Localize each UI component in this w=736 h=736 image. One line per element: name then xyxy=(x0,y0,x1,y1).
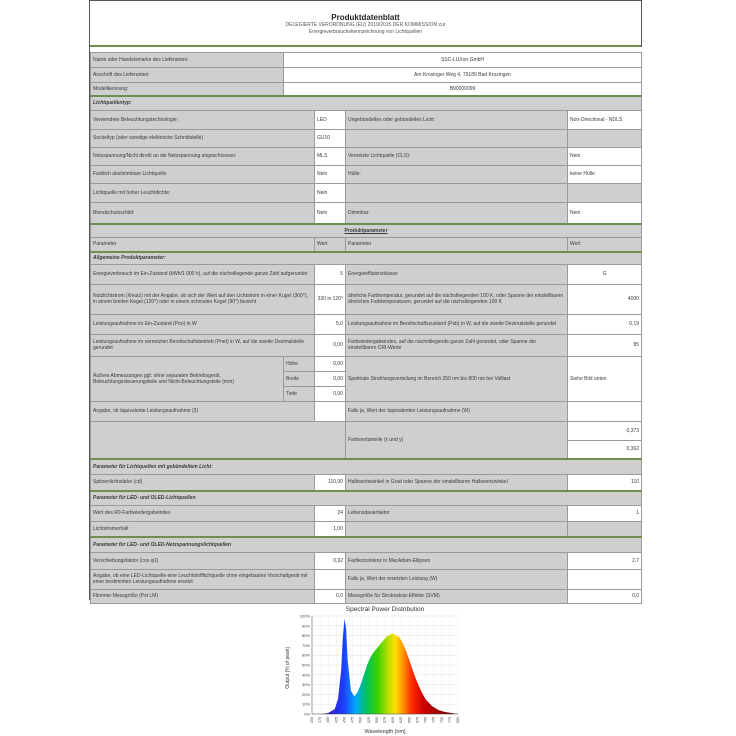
row-label xyxy=(346,129,568,147)
dimension-name: Breite xyxy=(284,371,315,386)
x-tick-label: 350 xyxy=(310,717,314,723)
page-title: Produktdatenblatt xyxy=(331,13,400,22)
y-axis-label: Output [% of peak] xyxy=(285,647,291,689)
row-value xyxy=(568,521,642,537)
row-value: Non-Directional - NDLS xyxy=(568,110,642,129)
x-tick-label: 450 xyxy=(342,717,347,723)
row-label: Halbwertswinkel in Grad oder Spanne der einstellbaren Halbwertswinkel xyxy=(346,474,568,491)
spd-label: Spektrale Strahlungsverteilung im Bereich 250 nm bis 800 nm bei Volllast xyxy=(346,356,568,401)
row-value: 0,92 xyxy=(315,552,346,569)
y-tick-label: 30% xyxy=(301,682,310,688)
row-value: 0,19 xyxy=(568,314,642,334)
supplier-label: Anschrift des Lieferanten: xyxy=(91,67,284,82)
param-header-row xyxy=(91,237,642,252)
row-label xyxy=(346,521,568,537)
x-tick-label: 500 xyxy=(358,717,363,723)
table-row xyxy=(91,129,642,147)
table-row xyxy=(91,314,642,334)
table-row xyxy=(91,334,642,356)
row-label: Falls ja, Wert der ersetzten Leistung (W) xyxy=(346,569,568,589)
supplier-value: SSC-LUXon GmbH xyxy=(284,52,642,67)
section-led-oled: Parameter für LED- und OLED-Lichtquellen xyxy=(91,491,642,505)
section-product-params: Produktparameter xyxy=(91,224,642,237)
row-label: Hülle: xyxy=(346,165,568,183)
product-data-sheet xyxy=(89,0,642,600)
row-value: keine Hülle xyxy=(568,165,642,183)
row-label: Angabe, ob äquivalente Leistungsaufnahme (3) xyxy=(91,401,315,421)
row-label: Farbwiedergabeindex, auf die nächstliegende ganze Zahl gerundet, oder Spanne der einstellbaren CRI-Werte xyxy=(346,334,568,356)
y-tick-label: 70% xyxy=(301,642,310,648)
row-value: 85 xyxy=(568,334,642,356)
y-tick-label: 90% xyxy=(301,623,310,629)
row-value: Nein xyxy=(315,165,346,183)
row-value: 1,00 xyxy=(315,521,346,537)
row-label: Dimmbar: xyxy=(346,202,568,224)
chroma-label: Farbwertanteile (x und y) xyxy=(346,421,568,459)
x-tick-label: 525 xyxy=(366,717,371,723)
row-value: LED xyxy=(315,110,346,129)
table-row xyxy=(91,110,642,129)
row-label: Falls ja, Wert der äquivalenten Leistungsaufnahme (W) xyxy=(346,401,568,421)
table-row xyxy=(91,202,642,224)
row-label: Vernetzte Lichtquelle (CLS): xyxy=(346,147,568,165)
row-value: G xyxy=(568,264,642,284)
row-value: MLS xyxy=(315,147,346,165)
row-value xyxy=(315,401,346,421)
x-tick-label: 675 xyxy=(415,717,420,723)
y-tick-label: 20% xyxy=(301,691,310,697)
row-label: Energieeffizienzklasse xyxy=(346,264,568,284)
y-tick-label: 80% xyxy=(301,633,310,639)
section-directional: Parameter für Lichtquellen mit gebündeltem Licht: xyxy=(91,459,642,474)
row-label: Sockeltyp (oder sonstige elektrische Schnittstelle) xyxy=(91,129,315,147)
regulation-subject: Energieverbrauchskennzeichnung von Lichtquellen xyxy=(308,29,423,35)
x-tick-label: 750 xyxy=(439,717,444,723)
x-tick-label: 475 xyxy=(350,717,355,723)
row-value: 0,0 xyxy=(568,589,642,603)
row-value: 5 xyxy=(315,264,346,284)
row-value: Nein xyxy=(315,183,346,202)
y-tick-label: 50% xyxy=(301,662,310,668)
row-label: Wert des R9-Farbwiedergabeindex xyxy=(91,505,315,521)
dimension-row xyxy=(91,356,642,371)
table-row xyxy=(91,264,642,284)
x-tick-label: 375 xyxy=(318,717,323,723)
supplier-row xyxy=(91,52,642,67)
row-value: GU10 xyxy=(315,129,346,147)
section-light-type: Lichtquellentyp: xyxy=(91,96,642,110)
column-header: Parameter xyxy=(346,237,568,252)
x-tick-label: 800 xyxy=(456,717,460,723)
row-label xyxy=(346,183,568,202)
table-row xyxy=(91,183,642,202)
y-tick-label: 60% xyxy=(301,652,310,658)
table-row xyxy=(91,284,642,314)
x-tick-label: 700 xyxy=(423,717,428,723)
y-tick-label: 40% xyxy=(301,672,310,678)
column-header: Wert xyxy=(568,237,642,252)
supplier-value: Am Krosinger Weg 4, 79189 Bad Krozingen xyxy=(284,67,642,82)
row-label: Leistungsaufnahme im vernetzten Bereitschaftsbetrieb (Pnet) in W, auf die zweite Dezimalstelle gerundet xyxy=(91,334,315,356)
row-label: Spitzenlichtstärke (cd) xyxy=(91,474,315,491)
section-mains: Parameter für LED- und OLED-Netzspannungslichtquellen xyxy=(91,537,642,552)
supplier-value: B90000099 xyxy=(284,82,642,96)
row-value xyxy=(568,401,642,421)
row-value: 110,00 xyxy=(315,474,346,491)
table-row xyxy=(91,505,642,521)
table-row xyxy=(91,521,642,537)
x-axis-label: Wavelength [nm] xyxy=(364,729,406,735)
row-label: Angabe, ob eine LED-Lichtquelle eine Leuchtstofflichtquelle ohne eingebautes Vorschaltgerät mit einer bestimmten Leistungsaufnahme ersetzt xyxy=(91,569,315,589)
x-tick-label: 650 xyxy=(407,717,412,723)
spectral-power-chart xyxy=(280,602,460,736)
y-tick-label: 0% xyxy=(304,711,310,717)
y-tick-label: 10% xyxy=(301,701,310,707)
row-label: Verschiebungsfaktor (cos φ1) xyxy=(91,552,315,569)
row-value: 110 xyxy=(568,474,642,491)
row-label: Nutzlichtstrom (Φnutz) mit der Angabe, ob sich der Wert auf den Lichtstrom in einer Kugel (360°), in einem breiten Kegel (120°) oder in einem schmalen Kegel (90°) bezieht xyxy=(91,284,315,314)
row-value: 5,0 xyxy=(315,314,346,334)
regulation-line: DELEGIERTE VERORDNUNG (EU) 2019/2015 DER KOMMISSION zur xyxy=(285,22,446,28)
row-value xyxy=(568,129,642,147)
row-label: Verwendete Beleuchtungstechnologie: xyxy=(91,110,315,129)
x-tick-label: 575 xyxy=(383,717,387,723)
row-label: Energieverbrauch im Ein-Zustand (kWh/1 000 h), auf die nächstliegende ganze Zahl aufgerundet xyxy=(91,264,315,284)
x-axis xyxy=(310,717,460,723)
dimensions-label: Äußere Abmessungen ggf. ohne separaten Betriebsgerät, Beleuchtungssteuerungsteile und Nicht-Beleuchtungsteile (mm) xyxy=(91,356,284,401)
spd-value: Siehe Bild unten xyxy=(568,356,642,401)
supplier-row xyxy=(91,82,642,96)
row-value: 4000 xyxy=(568,284,642,314)
y-axis xyxy=(300,614,311,717)
row-value xyxy=(568,183,642,202)
row-value: 0,0 xyxy=(315,589,346,603)
table-row xyxy=(91,401,642,421)
row-label: Farbkonsistenz in MacAdam-Ellipsen xyxy=(346,552,568,569)
row-label: Blendschutzschild: xyxy=(91,202,315,224)
table-row xyxy=(91,421,642,440)
supplier-row xyxy=(91,67,642,82)
row-label: Farblich abstimmbare Lichtquelle xyxy=(91,165,315,183)
supplier-label: Name oder Handelsmarke des Lieferanten: xyxy=(91,52,284,67)
chroma-x: 0,373 xyxy=(568,421,642,440)
table-row xyxy=(91,474,642,491)
section-general: Allgemeine Produktparameter: xyxy=(91,252,642,264)
row-label: Netzspannung/Nicht direkt an die Netzspannung angeschlossen: xyxy=(91,147,315,165)
row-label: Messgröße für Stroboskop-Effekte (SVM) xyxy=(346,589,568,603)
x-tick-label: 400 xyxy=(326,717,331,723)
row-value xyxy=(568,569,642,589)
row-label: ähnliche Farbtemperatur, gerundet auf die nächstliegenden 100 K, oder Spanne der einstellbaren ähnlichen Farbtemperaturen, gerundet auf die nächstliegenden 100 K xyxy=(346,284,568,314)
dimension-value: 0,00 xyxy=(315,386,346,401)
x-tick-label: 725 xyxy=(431,717,436,723)
x-tick-label: 775 xyxy=(447,717,452,723)
table-row xyxy=(91,552,642,569)
x-tick-label: 550 xyxy=(374,717,379,723)
row-value: 330 in 120° xyxy=(315,284,346,314)
row-value: 0,00 xyxy=(315,334,346,356)
table-row xyxy=(91,147,642,165)
table-row xyxy=(91,569,642,589)
title-block xyxy=(90,1,641,47)
row-label: Lichtquelle mit hoher Leuchtdichte: xyxy=(91,183,315,202)
row-value: Nein xyxy=(568,147,642,165)
data-table xyxy=(90,47,642,604)
row-value: Nein xyxy=(568,202,642,224)
x-tick-label: 425 xyxy=(334,717,339,723)
dimension-name: Tiefe xyxy=(284,386,315,401)
empty-cell xyxy=(91,421,346,459)
dimension-value: 0,00 xyxy=(315,356,346,371)
y-tick-label: 100% xyxy=(299,613,310,619)
x-tick-label: 625 xyxy=(399,717,404,723)
row-value: 1 xyxy=(568,505,642,521)
row-value xyxy=(315,569,346,589)
row-label: Lichtstromerhalt xyxy=(91,521,315,537)
row-label: Ungebündeltes oder gebündeltes Licht: xyxy=(346,110,568,129)
column-header: Parameter xyxy=(91,237,315,252)
row-value: 2,7 xyxy=(568,552,642,569)
chart-title: Spectral Power Distribution xyxy=(345,606,425,613)
table-row xyxy=(91,589,642,603)
row-label: Leistungsaufnahme im Ein-Zustand (Pon) in W xyxy=(91,314,315,334)
row-label: Lebensdauerfaktor xyxy=(346,505,568,521)
row-label: Leistungsaufnahme im Bereitschaftszustand (Psb) in W, auf die zweite Dezimalstelle gerundet xyxy=(346,314,568,334)
row-label: Flimmer-Messgröße (Pst LM) xyxy=(91,589,315,603)
row-value: Nein xyxy=(315,202,346,224)
x-tick-label: 600 xyxy=(391,717,396,723)
table-row xyxy=(91,165,642,183)
dimension-value: 0,00 xyxy=(315,371,346,386)
row-value: 24 xyxy=(315,505,346,521)
chroma-y: 0,362 xyxy=(568,440,642,459)
supplier-label: Modellkennung: xyxy=(91,82,284,96)
dimension-name: Höhe xyxy=(284,356,315,371)
column-header: Wert xyxy=(315,237,346,252)
